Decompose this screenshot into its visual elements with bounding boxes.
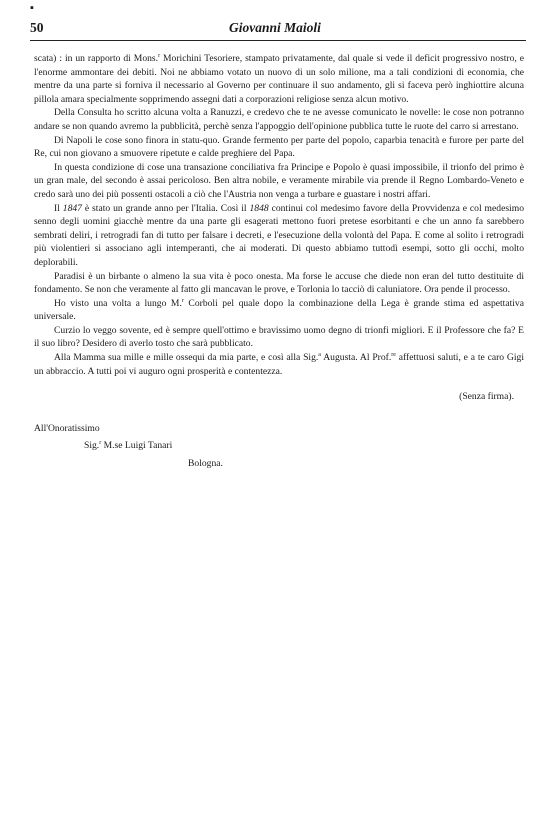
superscript: a — [318, 351, 321, 358]
paragraph-9 — [34, 351, 524, 378]
paragraph-5 — [34, 202, 524, 270]
paragraph-9-text-b: Augusta. Al Prof. — [320, 352, 392, 364]
paragraph-6: Paradisi è un birbante o almeno la sua vita è poco onesta. Ma forse le accuse che diede non eran del tutto destituite di fondamento. Se non che veramente al fatto gli mancavan le prove, e Torlonia lo tacciò di caluniatore. Ora pende il processo. — [34, 270, 524, 296]
paragraph-2: Della Consulta ho scritto alcuna volta a Ranuzzi, e credevo che te ne avesse comunicato le novelle: le cose non potranno andare se non quando avremo la pubblicità, perchè senza l'appoggio dell'opinione pubblica tutte le ruote del carro si arrestano. — [34, 107, 524, 132]
paragraph-9-text-a: Alla Mamma sua mille e mille ossequi da mia parte, e così alla Sig. — [54, 352, 319, 364]
paragraph-1-text-a: scata) : in un rapporto di Mons. — [34, 53, 159, 64]
letter-body — [34, 52, 524, 471]
top-mark: ▪ — [30, 2, 34, 14]
superscript: r — [99, 440, 102, 447]
paragraph-3: Di Napoli le cose sono finora in statu-quo. Grande fermento per parte del popolo, caparbia tenacità e furore per parte del Re, cui non giovano a smuovere ripetute e calde preghiere del Papa. — [34, 134, 524, 160]
paragraph-7-text-a: Ho visto una volta a lungo M. — [54, 297, 182, 309]
running-title: Giovanni Maioli — [229, 20, 321, 35]
superscript: r — [158, 52, 161, 59]
superscript: r — [181, 297, 184, 304]
paragraph-1-text-b: Morichini Tesoriere, stampato privatamente, dal quale si vede il deficit progressivo nostro, e l'enorme ammontare dei debiti. Noi ne abbiamo votato un nuovo di un solo milione, ma a tali condizioni di economia, che mentre da una parte si forniva il necessario al Governo per continuare il suo andamento, gli si faceva però inghiottire alcuna pillola amara specialmente sopprimendo assegni dati a corporazioni religiose senza alcun motivo. — [34, 53, 525, 105]
address-line-2-a: Sig. — [84, 440, 100, 452]
paragraph-5-text-c: continui col medesimo favore della Provvidenza e col medesimo senno degli uomini giacchè mentre da una parte gli esagerati mettono fuori pretese esorbitanti e che un anno fa sarebbero sembrati deliri, i retrogradi fan di tutto per falsare i decreti, e l'esecuzione della volontà del Papa. E come al solito i retrogradi più violentieri si associano agli intemperanti, che ai moderati. Di questo abbiamo tuttodì esempi, sotto gli occhi, molto deplorabili. — [34, 202, 524, 268]
address-line-3: Bologna. — [188, 458, 223, 470]
address-line-2-b: M.se Luigi Tanari — [101, 440, 173, 452]
paragraph-7-text-b: Corboli pel quale dopo la combinazione della Lega è grande stima ed aspettativa universale. — [34, 297, 524, 323]
signature-note: (Senza firma). — [459, 391, 514, 403]
year-1847: 1847 — [62, 202, 82, 214]
paragraph-5-text-b: è stato un grande anno per l'Italia. Così il — [81, 202, 250, 214]
address-line-1: All'Onoratissimo — [34, 422, 100, 434]
year-1848: 1848 — [249, 202, 269, 214]
page-number: 50 — [30, 20, 44, 35]
header-rule — [30, 40, 526, 41]
paragraph-9-text-c: affettuosi saluti, e a te caro Gigi un abbraccio. A tutti poi vi auguro ogni prosperità e contentezza. — [34, 352, 524, 377]
paragraph-1 — [34, 52, 524, 106]
address-block — [34, 422, 524, 471]
page-header — [0, 0, 550, 40]
paragraph-7 — [34, 297, 524, 324]
paragraph-8: Curzio lo veggo sovente, ed è sempre quell'ottimo e bravissimo uomo degno di trionfi migliori. E il Professore che fa? E il suo libro? Desidero di averlo tosto che sarà pubblicato. — [34, 324, 524, 350]
paragraph-5-text-a: Il — [54, 202, 63, 214]
superscript: re — [391, 351, 396, 358]
paragraph-4: In questa condizione di cose una transazione conciliativa fra Principe e Popolo è quasi impossibile, il trionfo del primo è un gran male, del secondo è assai pericoloso. Ben altra nobile, e veramente mirabile via prende il Regno Lombardo-Veneto e credo sarà uno dei più possenti ostacoli a ciò che l'Austria non venga a turbare e guastare i nostri affari. — [34, 161, 524, 200]
address-line-2 — [84, 439, 524, 453]
